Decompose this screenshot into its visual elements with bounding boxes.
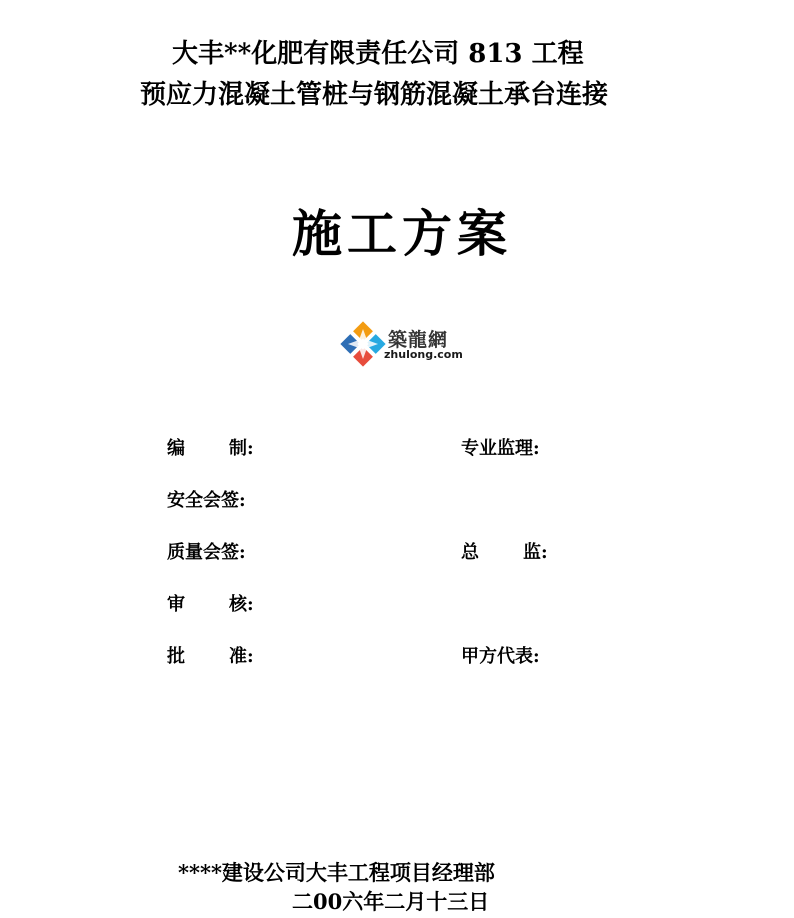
- field-review-char2: 核:: [229, 594, 254, 615]
- zhulong-logo-icon: [340, 321, 386, 367]
- field-approve: [167, 646, 254, 668]
- field-quality-countersign: 质量会签:: [167, 542, 246, 563]
- field-specialty-supervisor: 专业监理:: [461, 438, 540, 459]
- document-title-line-2: 预应力混凝土管桩与钢筋混凝土承台连接: [140, 80, 609, 110]
- field-compiler-char2: 制:: [229, 438, 254, 459]
- field-compiler: [167, 438, 254, 460]
- zhulong-logo: [340, 321, 462, 367]
- logo-english-text: zhulong.com: [384, 348, 463, 361]
- document-date: 二00六年二月十三日: [292, 889, 490, 914]
- field-client-representative: 甲方代表:: [461, 646, 540, 667]
- field-review-char1: 审: [167, 594, 185, 615]
- field-chief-supervisor: [461, 542, 548, 564]
- main-title: 施工方案: [292, 204, 512, 263]
- field-approve-char1: 批: [167, 646, 185, 667]
- field-safety-countersign: 安全会签:: [167, 490, 246, 511]
- company-name: ****建设公司大丰工程项目经理部: [178, 860, 495, 885]
- field-review: [167, 594, 254, 616]
- field-approve-char2: 准:: [229, 646, 254, 667]
- field-compiler-char1: 编: [167, 438, 185, 459]
- field-chief-supervisor-char2: 监:: [523, 542, 548, 563]
- document-title-line-1: 大丰**化肥有限责任公司 813 工程: [172, 39, 584, 69]
- logo-chinese-text: 築龍網: [388, 329, 449, 351]
- field-chief-supervisor-char1: 总: [461, 542, 479, 563]
